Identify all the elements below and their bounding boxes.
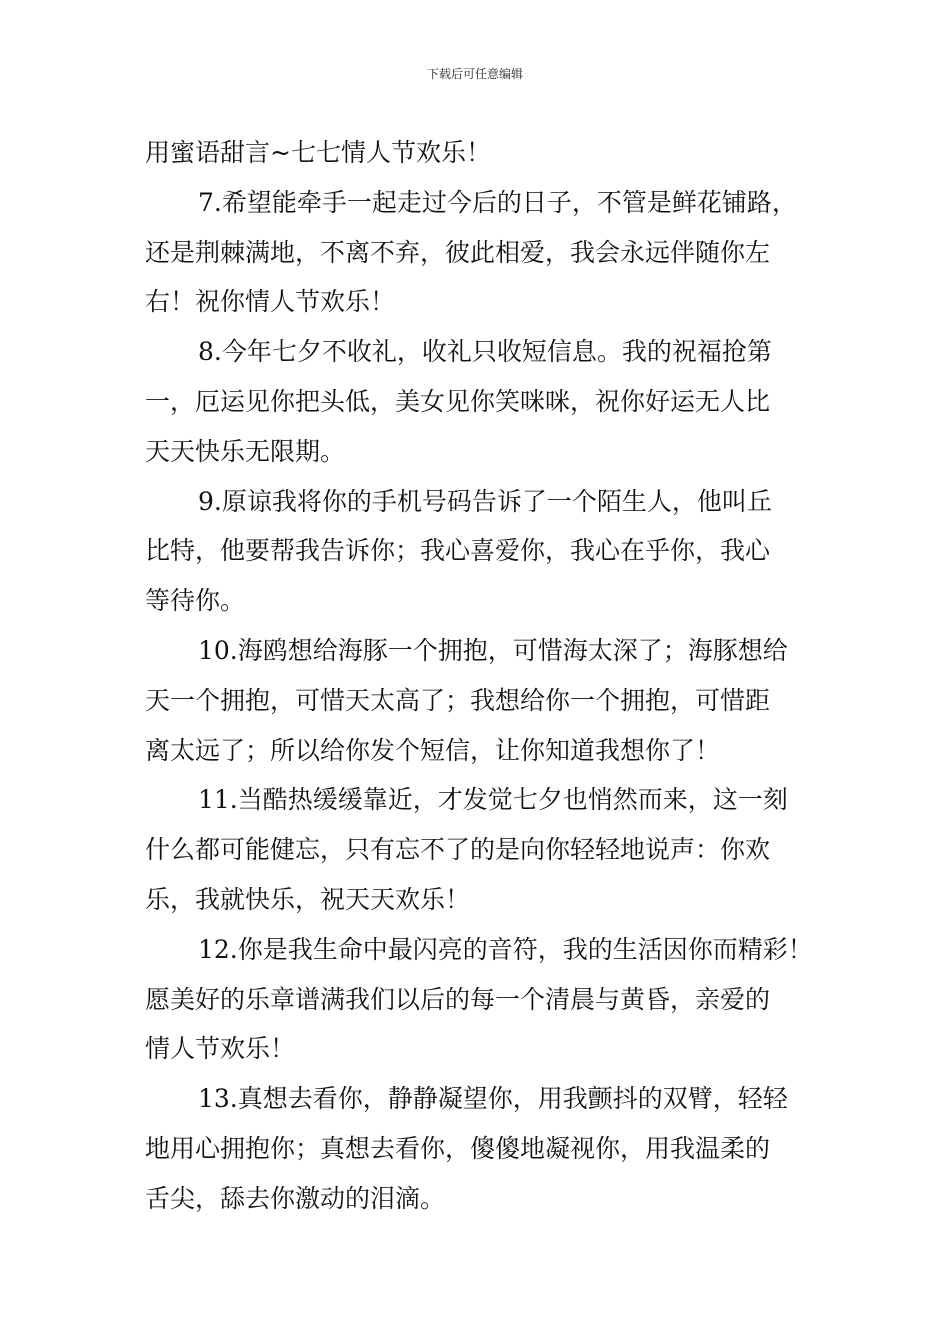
- text-line: 7.希望能牵手一起走过今后的日子，不管是鲜花铺路，: [198, 187, 797, 217]
- text-line: 比特，他要帮我告诉你；我心喜爱你，我心在乎你，我心: [145, 536, 771, 566]
- text-line: 9.原谅我将你的手机号码告诉了一个陌生人，他叫丘: [198, 486, 772, 516]
- text-line: 13.真想去看你，静静凝望你，用我颤抖的双臂，轻轻: [198, 1084, 788, 1114]
- text-line: 情人节欢乐！: [145, 1034, 296, 1064]
- page-header: 下载后可任意编辑: [426, 67, 523, 81]
- text-line: 地用心拥抱你；真想去看你，傻傻地凝视你，用我温柔的: [145, 1133, 771, 1163]
- text-line: 愿美好的乐章谱满我们以后的每一个清晨与黄昏，亲爱的: [145, 984, 771, 1014]
- text-line: 一，厄运见你把头低，美女见你笑咪咪，祝你好运无人比: [145, 386, 771, 416]
- text-line: 8.今年七夕不收礼，收礼只收短信息。我的祝福抢第: [198, 337, 772, 367]
- text-line: 天天快乐无限期。: [145, 436, 346, 466]
- text-line: 右！祝你情人节欢乐！: [145, 287, 396, 317]
- text-line: 天一个拥抱，可惜天太高了；我想给你一个拥抱，可惜距: [145, 685, 771, 715]
- text-line: 12.你是我生命中最闪亮的音符，我的生活因你而精彩！: [198, 934, 813, 964]
- text-line: 乐，我就快乐，祝天天欢乐！: [145, 884, 471, 914]
- text-line: 用蜜语甜言~七七情人节欢乐！: [145, 138, 491, 167]
- text-line: 舌尖，舔去你激动的泪滴。: [145, 1183, 446, 1213]
- text-line: 等待你。: [145, 586, 246, 616]
- document-body: [145, 128, 813, 1224]
- text-line: 什么都可能健忘，只有忘不了的是向你轻轻地说声：你欢: [145, 835, 771, 865]
- text-line: 11.当酷热缓缓靠近，才发觉七夕也悄然而来，这一刻: [198, 785, 788, 815]
- text-line: 离太远了；所以给你发个短信，让你知道我想你了！: [145, 735, 721, 765]
- text-line: 10.海鸥想给海豚一个拥抱，可惜海太深了；海豚想给: [198, 635, 788, 665]
- text-line: 还是荆棘满地，不离不弃，彼此相爱，我会永远伴随你左: [145, 237, 771, 267]
